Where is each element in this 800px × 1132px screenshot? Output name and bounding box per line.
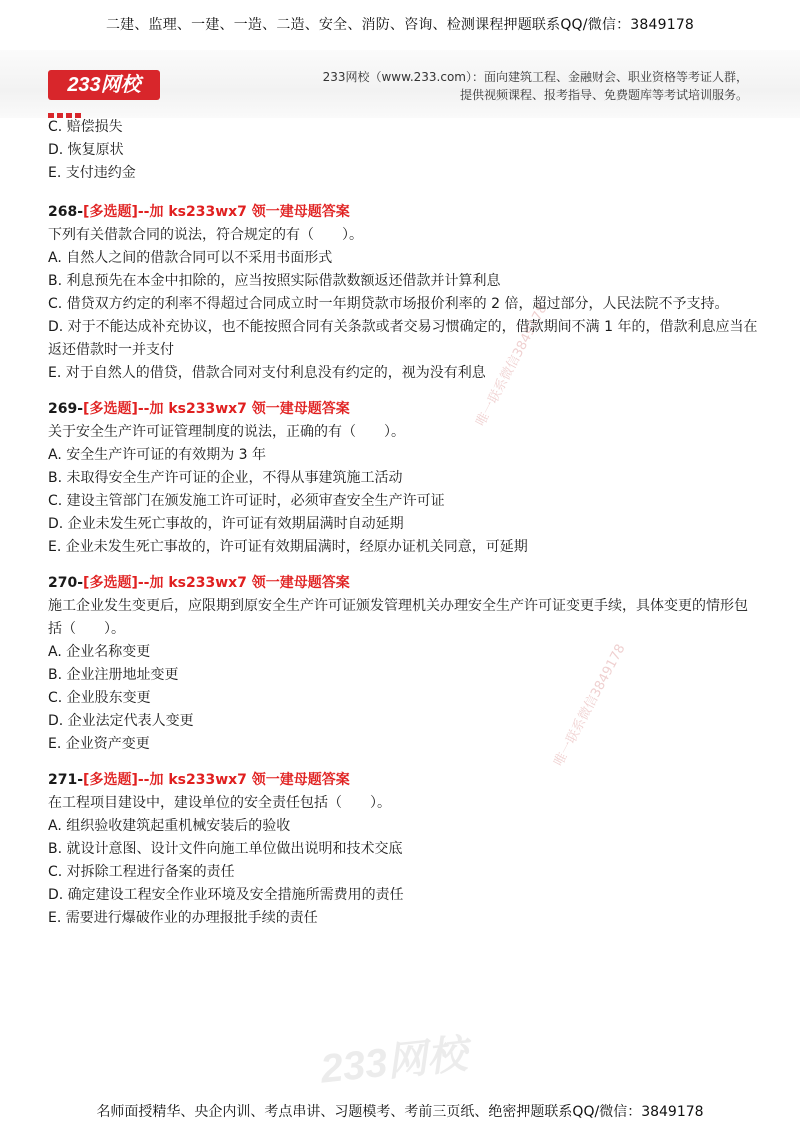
option-text: D. 对于不能达成补充协议，也不能按照合同有关条款或者交易习惯确定的，借款期间不满 1 年的，借款利息应当在返还借款时一并支付 xyxy=(48,319,758,358)
option-text: E. 对于自然人的借贷，借款合同对支付利息没有约定的，视为没有利息 xyxy=(48,365,486,381)
question-268 xyxy=(48,201,760,385)
question-number: 268- xyxy=(48,204,84,220)
question-header xyxy=(48,398,760,421)
option-text: D. 企业法定代表人变更 xyxy=(48,713,194,729)
option-text: E. 企业资产变更 xyxy=(48,736,150,752)
top-banner: 二建、监理、一建、一造、二造、安全、消防、咨询、检测课程押题联系QQ/微信：3849178 xyxy=(105,17,695,33)
carryover-options xyxy=(48,116,760,185)
option-text: A. 组织验收建筑起重机械安装后的验收 xyxy=(48,818,291,834)
question-tag: [多选题]--加 ks233wx7 领一建母题答案 xyxy=(83,772,350,788)
option-text: C. 企业股东变更 xyxy=(48,690,151,706)
option-text: B. 就设计意图、设计文件向施工单位做出说明和技术交底 xyxy=(48,841,403,857)
question-stem: 下列有关借款合同的说法，符合规定的有（ ）。 xyxy=(48,227,363,243)
header-info xyxy=(323,68,748,104)
question-stem: 关于安全生产许可证管理制度的说法，正确的有（ ）。 xyxy=(48,424,405,440)
header-info-line1: 233网校（www.233.com）：面向建筑工程、金融财会、职业资格等考证人群， xyxy=(322,70,748,84)
question-header xyxy=(48,769,760,792)
question-header xyxy=(48,572,760,595)
question-stem: 在工程项目建设中，建设单位的安全责任包括（ ）。 xyxy=(48,795,391,811)
question-number: 271- xyxy=(48,772,84,788)
bottom-banner: 名师面授精华、央企内训、考点串讲、习题模考、考前三页纸、绝密押题联系QQ/微信：3849178 xyxy=(96,1104,704,1120)
watermark-text: 唯一联系微信3849178 xyxy=(473,301,551,429)
option-text: D. 企业未发生死亡事故的，许可证有效期届满时自动延期 xyxy=(48,516,404,532)
option-text: B. 未取得安全生产许可证的企业，不得从事建筑施工活动 xyxy=(48,470,403,486)
option-text: E. 需要进行爆破作业的办理报批手续的责任 xyxy=(48,910,318,926)
question-number: 270- xyxy=(48,575,84,591)
option-text: C. 对拆除工程进行备案的责任 xyxy=(48,864,235,880)
question-271 xyxy=(48,769,760,930)
option-text: A. 安全生产许可证的有效期为 3 年 xyxy=(48,447,267,463)
question-tag: [多选题]--加 ks233wx7 领一建母题答案 xyxy=(83,401,350,417)
question-number: 269- xyxy=(48,401,84,417)
question-tag: [多选题]--加 ks233wx7 领一建母题答案 xyxy=(83,204,350,220)
option-text: E. 支付违约金 xyxy=(48,165,136,181)
option-text: A. 自然人之间的借款合同可以不采用书面形式 xyxy=(48,250,333,266)
question-tag: [多选题]--加 ks233wx7 领一建母题答案 xyxy=(83,575,350,591)
option-text: E. 企业未发生死亡事故的，许可证有效期届满时，经原办证机关同意，可延期 xyxy=(48,539,528,555)
question-stem: 施工企业发生变更后，应限期到原安全生产许可证颁发管理机关办理安全生产许可证变更手续，具体变更的情形包括（ ）。 xyxy=(48,598,748,637)
watermark-text: 唯一联系微信3849178 xyxy=(551,641,629,769)
logo: 233网校 xyxy=(48,70,160,100)
option-text: D. 恢复原状 xyxy=(48,142,124,158)
header-info-line2: 提供视频课程、报考指导、免费题库等考试培训服务。 xyxy=(459,88,748,102)
question-269 xyxy=(48,398,760,559)
question-header xyxy=(48,201,760,224)
question-270 xyxy=(48,572,760,756)
bottom-watermark-logo: 233网校 xyxy=(318,1032,470,1092)
document-body xyxy=(48,116,760,930)
option-text: D. 确定建设工程安全作业环境及安全措施所需费用的责任 xyxy=(48,887,404,903)
option-text: B. 利息预先在本金中扣除的，应当按照实际借款数额返还借款并计算利息 xyxy=(48,273,501,289)
option-text: C. 借贷双方约定的利率不得超过合同成立时一年期贷款市场报价利率的 2 倍，超过部分，人民法院不予支持。 xyxy=(48,296,729,312)
option-text: A. 企业名称变更 xyxy=(48,644,151,660)
option-text: C. 建设主管部门在颁发施工许可证时，必须审查安全生产许可证 xyxy=(48,493,445,509)
option-text: B. 企业注册地址变更 xyxy=(48,667,179,683)
option-text: C. 赔偿损失 xyxy=(48,119,123,135)
